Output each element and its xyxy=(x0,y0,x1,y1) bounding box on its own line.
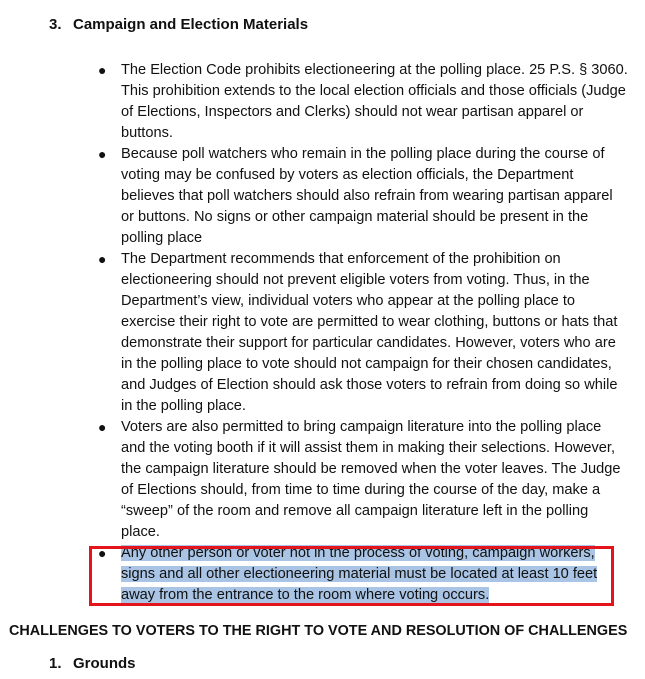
bullet-icon: ● xyxy=(98,62,107,78)
list-item xyxy=(96,417,628,543)
list-item-text: Voters are also permitted to bring campaign literature into the polling place and the voting booth if it will assist them in making their selections. However, the campaign literature should be removed when the voter leaves. The Judge of Elections should, from time to time during the course of the day, make a “sweep” of the room and remove all campaign literature left in the polling place. xyxy=(121,419,621,540)
list-item-text: The Department recommends that enforcement of the prohibition on electioneering should not prevent eligible voters from voting. Thus, in the Department’s view, individual voters who appear at the polling place to exercise their right to vote are permitted to wear clothing, buttons or hats that demonstrate their support for particular candidates. However, voters who are in the polling place to vote should not campaign for their chosen candidates, and Judges of Election should ask those voters to refrain from doing so while in the polling place. xyxy=(121,251,618,414)
section-heading xyxy=(49,14,308,35)
list-item-text: Because poll watchers who remain in the polling place during the course of voting may be confused by voters as election officials, the Department believes that poll watchers should also refrain from wearing partisan apparel or buttons. No signs or other campaign material should be present in the polling place xyxy=(121,146,613,246)
section-number: 3. xyxy=(49,16,62,33)
list-item xyxy=(96,60,628,144)
bullet-icon: ● xyxy=(98,146,107,162)
bullet-icon: ● xyxy=(98,545,107,561)
section-title: Campaign and Election Materials xyxy=(73,16,309,33)
list-item-text: The Election Code prohibits electioneering at the polling place. 25 P.S. § 3060. This prohibition extends to the local election officials and those officials (Judge of Elections, Inspectors and Clerks) should not wear partisan apparel or buttons. xyxy=(121,62,628,141)
main-heading: CHALLENGES TO VOTERS TO THE RIGHT TO VOTE AND RESOLUTION OF CHALLENGES xyxy=(9,623,628,639)
bullet-icon: ● xyxy=(98,419,107,435)
subsection-title: Grounds xyxy=(73,655,136,672)
subsection-heading xyxy=(49,653,136,674)
bullet-icon: ● xyxy=(98,251,107,267)
list-item-highlighted[interactable] xyxy=(96,543,628,606)
list-item xyxy=(96,144,628,249)
list-item xyxy=(96,249,628,417)
bullet-list xyxy=(96,60,628,606)
highlighted-selection-text[interactable]: Any other person or voter not in the process of voting, campaign workers, signs and all other electioneering material must be located at least 10 feet away from the entrance to the room where voting occurs. xyxy=(121,545,598,603)
subsection-number: 1. xyxy=(49,655,62,672)
